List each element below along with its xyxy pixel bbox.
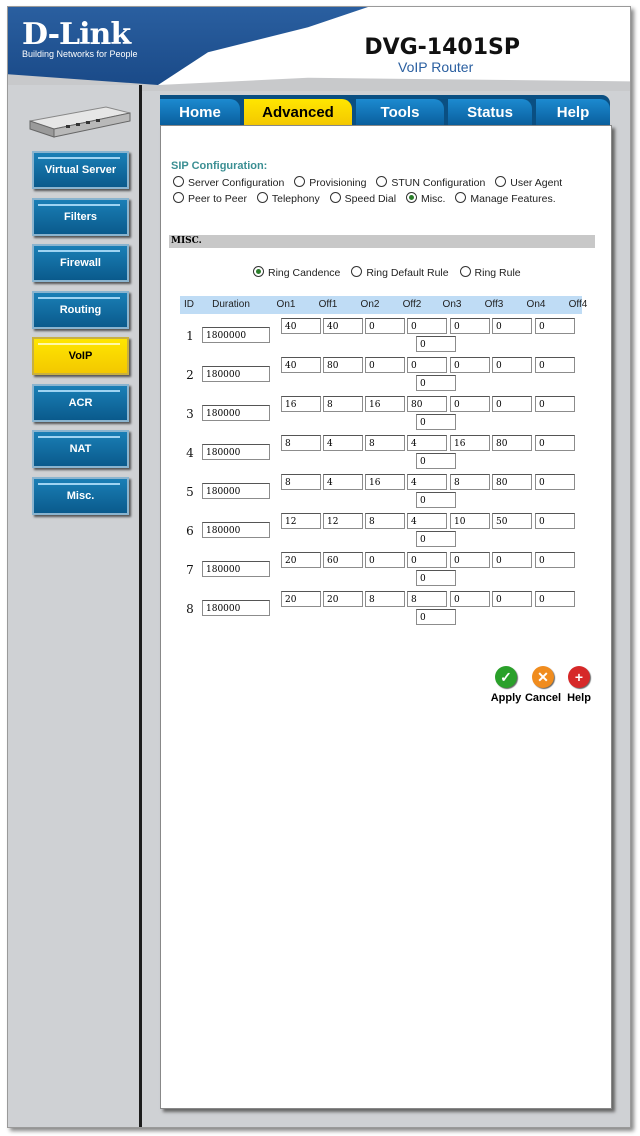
on4-field[interactable]: 0: [535, 357, 575, 373]
nav-voip[interactable]: VoIP: [32, 337, 129, 375]
help-button[interactable]: + Help: [559, 666, 599, 704]
radio-icon[interactable]: [330, 192, 341, 203]
col-header-duration: Duration: [212, 299, 250, 310]
on4-field[interactable]: 0: [535, 591, 575, 607]
radio-icon[interactable]: [173, 192, 184, 203]
ring-option-rule[interactable]: Ring Rule: [460, 267, 521, 279]
radio-icon[interactable]: [173, 176, 184, 187]
off3-field[interactable]: 0: [492, 318, 532, 334]
sip-option-peer-to-peer[interactable]: Peer to Peer: [173, 193, 247, 205]
col-header-on1: On1: [276, 299, 296, 310]
off3-field[interactable]: 0: [492, 396, 532, 412]
on3-field[interactable]: 16: [450, 435, 490, 451]
on3-field[interactable]: 0: [450, 318, 490, 334]
off1-field[interactable]: 60: [323, 552, 363, 568]
radio-icon[interactable]: [495, 176, 506, 187]
col-header-on4: On4: [526, 299, 546, 310]
off4-field[interactable]: 0: [416, 336, 456, 352]
col-header-on2: On2: [360, 299, 380, 310]
row-id: 5: [186, 485, 194, 499]
sidebar: [8, 85, 140, 1127]
sip-option-stun-config[interactable]: STUN Configuration: [376, 177, 485, 189]
off2-field[interactable]: 0: [407, 357, 447, 373]
on1-field[interactable]: 20: [281, 552, 321, 568]
off4-field[interactable]: 0: [416, 492, 456, 508]
sip-option-provisioning[interactable]: Provisioning: [294, 177, 366, 189]
on2-field[interactable]: 0: [365, 357, 405, 373]
off3-field[interactable]: 80: [492, 435, 532, 451]
row-id: 7: [186, 563, 194, 577]
on4-field[interactable]: 0: [535, 318, 575, 334]
ring-table-header: [180, 296, 588, 314]
row-id: 8: [186, 602, 194, 616]
plus-icon[interactable]: +: [568, 666, 590, 688]
sip-options-row-2: [173, 192, 563, 205]
on2-field[interactable]: 8: [365, 591, 405, 607]
on4-field[interactable]: 0: [535, 474, 575, 490]
col-header-off4: Off4: [568, 299, 588, 310]
sip-option-misc[interactable]: Misc.: [406, 193, 446, 205]
duration-field[interactable]: 180000: [202, 444, 270, 460]
off4-field[interactable]: 0: [416, 609, 456, 625]
on4-field[interactable]: 0: [535, 396, 575, 412]
router-admin-page: [7, 6, 631, 1128]
row-id: 3: [186, 407, 194, 421]
off1-field[interactable]: 20: [323, 591, 363, 607]
off2-field[interactable]: 8: [407, 591, 447, 607]
tab-home[interactable]: Home: [160, 99, 240, 125]
product-subtitle: VoIP Router: [398, 59, 474, 75]
tab-tools[interactable]: Tools: [356, 99, 444, 125]
nav-virtual-server[interactable]: Virtual Server: [32, 151, 129, 189]
col-header-off3: Off3: [484, 299, 504, 310]
nav-firewall[interactable]: Firewall: [32, 244, 129, 282]
sip-option-speed-dial[interactable]: Speed Dial: [330, 193, 396, 205]
off4-field[interactable]: 0: [416, 414, 456, 430]
radio-icon[interactable]: [294, 176, 305, 187]
tab-bar: [160, 95, 610, 125]
duration-field[interactable]: 180000: [202, 366, 270, 382]
on2-field[interactable]: 0: [365, 318, 405, 334]
check-icon[interactable]: ✓: [495, 666, 517, 688]
product-model: DVG-1401SP: [364, 35, 520, 60]
off3-field[interactable]: 0: [492, 357, 532, 373]
nav-nat[interactable]: NAT: [32, 430, 129, 468]
on4-field[interactable]: 0: [535, 552, 575, 568]
off1-field[interactable]: 8: [323, 396, 363, 412]
row-id: 2: [186, 368, 194, 382]
cancel-button[interactable]: ✕ Cancel: [523, 666, 563, 704]
misc-section-header: MISC.: [169, 235, 595, 248]
radio-checked-icon[interactable]: [253, 266, 264, 277]
on3-field[interactable]: 8: [450, 474, 490, 490]
tab-advanced[interactable]: Advanced: [244, 99, 352, 125]
on4-field[interactable]: 0: [535, 435, 575, 451]
radio-icon[interactable]: [257, 192, 268, 203]
header: [8, 7, 630, 85]
duration-field[interactable]: 1800000: [202, 327, 270, 343]
radio-checked-icon[interactable]: [406, 192, 417, 203]
nav-misc[interactable]: Misc.: [32, 477, 129, 515]
on1-field[interactable]: 20: [281, 591, 321, 607]
on2-field[interactable]: 16: [365, 396, 405, 412]
on3-field[interactable]: 0: [450, 396, 490, 412]
off3-field[interactable]: 80: [492, 474, 532, 490]
on1-field[interactable]: 8: [281, 474, 321, 490]
tab-help[interactable]: Help: [536, 99, 610, 125]
router-device-icon: [26, 103, 134, 141]
on1-field[interactable]: 12: [281, 513, 321, 529]
row-id: 1: [186, 329, 194, 343]
off1-field[interactable]: 4: [323, 474, 363, 490]
on1-field[interactable]: 40: [281, 357, 321, 373]
sip-option-telephony[interactable]: Telephony: [257, 193, 320, 205]
on1-field[interactable]: 16: [281, 396, 321, 412]
sip-option-manage-features[interactable]: Manage Features.: [455, 193, 555, 205]
off2-field[interactable]: 0: [407, 318, 447, 334]
radio-icon[interactable]: [455, 192, 466, 203]
sip-option-server-config[interactable]: Server Configuration: [173, 177, 284, 189]
col-header-on3: On3: [442, 299, 462, 310]
sip-option-user-agent[interactable]: User Agent: [495, 177, 562, 189]
col-header-off2: Off2: [402, 299, 422, 310]
off4-field[interactable]: 0: [416, 531, 456, 547]
on2-field[interactable]: 8: [365, 435, 405, 451]
off2-field[interactable]: 0: [407, 552, 447, 568]
duration-field[interactable]: 180000: [202, 483, 270, 499]
on4-field[interactable]: 0: [535, 513, 575, 529]
on1-field[interactable]: 40: [281, 318, 321, 334]
nav-routing[interactable]: Routing: [32, 291, 129, 329]
nav-filters[interactable]: Filters: [32, 198, 129, 236]
on3-field[interactable]: 0: [450, 552, 490, 568]
radio-icon[interactable]: [351, 266, 362, 277]
off1-field[interactable]: 40: [323, 318, 363, 334]
off2-field[interactable]: 4: [407, 474, 447, 490]
col-header-off1: Off1: [318, 299, 338, 310]
on3-field[interactable]: 0: [450, 357, 490, 373]
ring-options: [253, 266, 529, 279]
off3-field[interactable]: 0: [492, 552, 532, 568]
radio-icon[interactable]: [376, 176, 387, 187]
on1-field[interactable]: 8: [281, 435, 321, 451]
on3-field[interactable]: 10: [450, 513, 490, 529]
ring-option-default-rule[interactable]: Ring Default Rule: [351, 267, 448, 279]
tab-status[interactable]: Status: [448, 99, 532, 125]
off4-field[interactable]: 0: [416, 375, 456, 391]
off3-field[interactable]: 50: [492, 513, 532, 529]
off3-field[interactable]: 0: [492, 591, 532, 607]
off1-field[interactable]: 12: [323, 513, 363, 529]
sidebar-divider: [139, 85, 142, 1127]
off1-field[interactable]: 4: [323, 435, 363, 451]
row-id: 4: [186, 446, 194, 460]
duration-field[interactable]: 180000: [202, 561, 270, 577]
duration-field[interactable]: 180000: [202, 522, 270, 538]
off2-field[interactable]: 80: [407, 396, 447, 412]
sip-options-row-1: [173, 176, 569, 189]
on2-field[interactable]: 16: [365, 474, 405, 490]
duration-field[interactable]: 180000: [202, 405, 270, 421]
off4-field[interactable]: 0: [416, 570, 456, 586]
duration-field[interactable]: 180000: [202, 600, 270, 616]
off1-field[interactable]: 80: [323, 357, 363, 373]
x-icon[interactable]: ✕: [532, 666, 554, 688]
brand-tagline: Building Networks for People: [22, 49, 138, 59]
content-panel: [160, 125, 612, 1109]
off4-field[interactable]: 0: [416, 453, 456, 469]
col-header-id: ID: [184, 299, 194, 310]
on2-field[interactable]: 8: [365, 513, 405, 529]
dlink-logo: D-Link: [22, 17, 131, 52]
ring-option-candence[interactable]: Ring Candence: [253, 267, 340, 279]
on3-field[interactable]: 0: [450, 591, 490, 607]
nav-acr[interactable]: ACR: [32, 384, 129, 422]
sip-config-title: SIP Configuration:: [171, 160, 268, 172]
off2-field[interactable]: 4: [407, 513, 447, 529]
off2-field[interactable]: 4: [407, 435, 447, 451]
on2-field[interactable]: 0: [365, 552, 405, 568]
radio-icon[interactable]: [460, 266, 471, 277]
apply-button[interactable]: ✓ Apply: [486, 666, 526, 704]
row-id: 6: [186, 524, 194, 538]
